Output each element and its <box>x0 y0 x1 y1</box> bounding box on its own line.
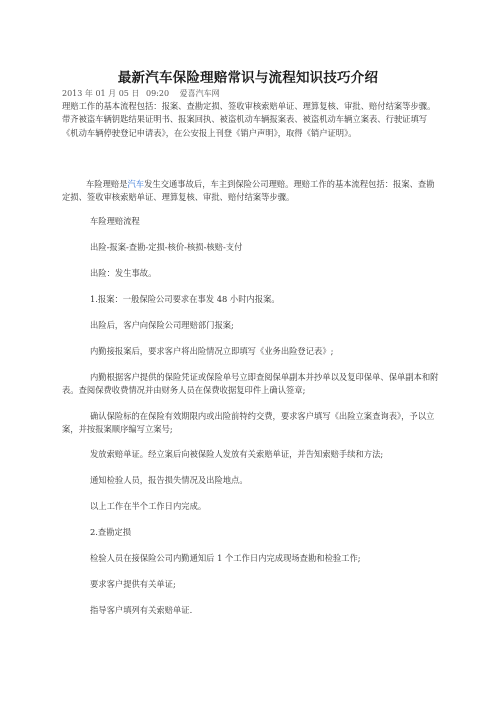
step-report: 1.报案：一般保险公司要求在事发 48 小时内报案。 <box>90 294 280 304</box>
section-heading-process: 车险理赔流程 <box>90 216 140 226</box>
process-steps: 出险-报案-查勘-定损-核价-核损-核赔-支付 <box>90 242 243 252</box>
publish-time: 09:20 <box>145 89 170 98</box>
report-item-4: 确认保险标的在保险有效期限内或出险前特约交费，要求客户填写《出险立案查询表》，予以立案，并按报案顺序编写立案号; <box>62 411 435 435</box>
page-title: 最新汽车保险理赔常识与流程知识技巧介绍 <box>117 70 379 86</box>
publish-date: 2013 年 01 月 05 日 <box>62 89 140 98</box>
definition-text-start: 车险理赔是 <box>86 179 128 189</box>
step-incident: 出险：发生事故。 <box>90 268 157 278</box>
car-link[interactable]: 汽车 <box>127 179 145 189</box>
survey-item-2: 要求客户提供有关单证; <box>90 579 176 589</box>
report-item-2: 内勤接报案后，要求客户将出险情况立即填写《业务出险登记表》; <box>90 346 334 356</box>
step-survey: 2.查勘定损 <box>90 527 132 537</box>
paragraph-definition <box>62 178 440 205</box>
report-item-6: 通知检验人员，报告损失情况及出险地点。 <box>90 475 248 485</box>
survey-item-1: 检验人员在接保险公司内勤通知后 1 个工作日内完成现场查勘和检验工作; <box>90 553 361 563</box>
article-meta <box>62 88 220 99</box>
survey-item-3: 指导客户填列有关索赔单证. <box>90 605 193 615</box>
report-item-3: 内勤根据客户提供的保险凭证或保险单号立即查阅保单副本并抄单以及复印保单、保单副本和附表。查阅保费收费情况并由财务人员在保费收据复印件上确认签章; <box>62 372 439 396</box>
paragraph-intro: 理赔工作的基本流程包括：报案、查勘定损、签收审核索赔单证、理算复核、审批、赔付结案等步骤。带齐被盗车辆钥匙结果证明书、报案回执、被盗机动车辆报案表、被盗机动车辆立案表、行驶证填写《机动车辆停驶登记申请表》，在公安报上刊登《销户声明》，取得《销户证明》。 <box>62 101 436 138</box>
report-item-1: 出险后，客户向保险公司理赔部门报案; <box>90 320 234 330</box>
report-item-5: 发放索赔单证。经立案后向被保险人发放有关索赔单证，并告知索赔手续和方法; <box>90 449 384 459</box>
article-source: 爱喜汽车网 <box>179 89 220 98</box>
definition-text-end: 发生交通事故后，车主到保险公司理赔。理赔工作的基本流程包括：报案、查勘定损、签收审核索赔单证、理算复核、审批、赔付结案等步骤。 <box>62 179 435 203</box>
report-note: 以上工作在半个工作日内完成。 <box>90 501 207 511</box>
